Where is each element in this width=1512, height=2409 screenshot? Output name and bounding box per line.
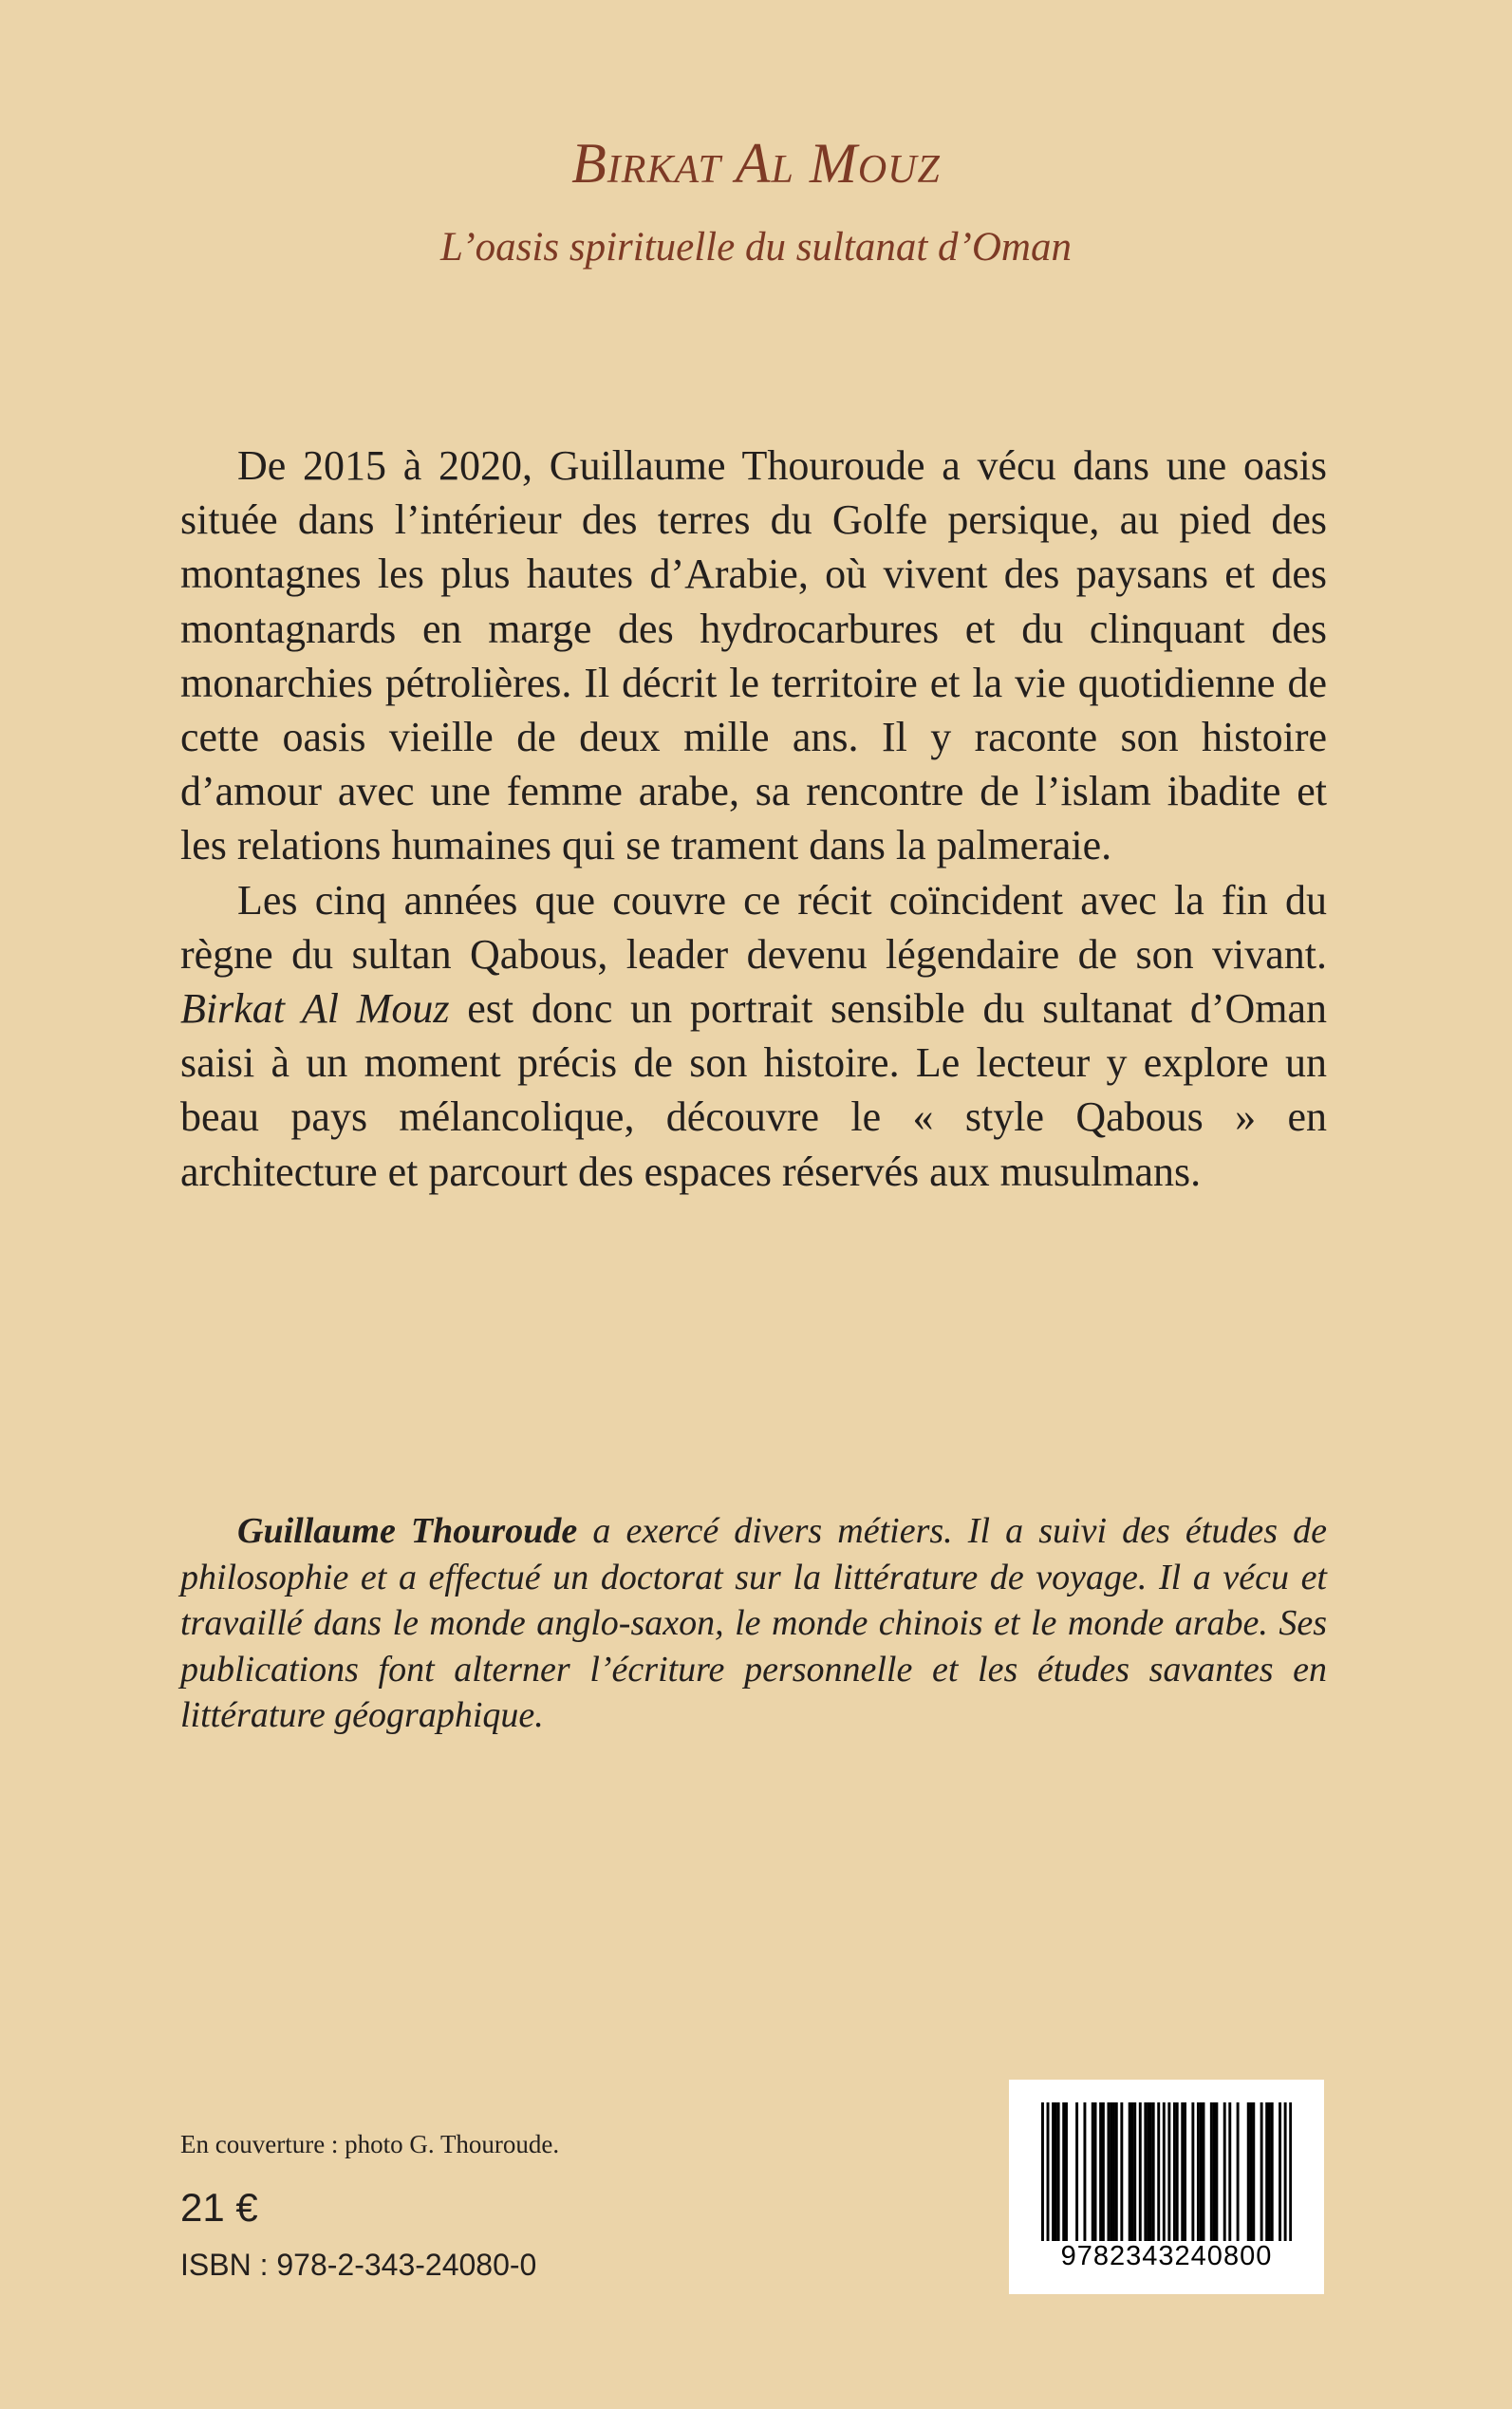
barcode-bar <box>1176 2102 1179 2241</box>
barcode-digits: 9782343240800 <box>1060 2241 1273 2271</box>
author-bio <box>180 1508 1327 1739</box>
barcode-bar <box>1268 2102 1271 2241</box>
barcode-bar <box>1130 2102 1133 2241</box>
barcode <box>1009 2080 1324 2294</box>
barcode-bar <box>1203 2102 1205 2241</box>
barcode-bar <box>1260 2102 1263 2241</box>
book-title: Birkat Al Mouz <box>571 132 941 195</box>
blurb-paragraph-2 <box>180 873 1327 1199</box>
author-bio-text: a exercé divers métiers. Il a suivi des études de philosophie et a effectué un doctorat sur la littérature de voyage. Il a vécu et travaillé dans le monde anglo-saxon, le monde chinois et le monde arabe. Ses publications font alterner l’écriture personnelle et les études savantes en littérature géographique. <box>180 1511 1328 1736</box>
barcode-bars <box>1041 2102 1292 2241</box>
barcode-bar <box>1289 2102 1292 2241</box>
barcode-bar <box>1083 2102 1086 2241</box>
barcode-bar <box>1092 2102 1094 2241</box>
barcode-bar <box>1041 2102 1044 2241</box>
barcode-bar <box>1197 2102 1200 2241</box>
barcode-bar <box>1149 2102 1152 2241</box>
barcode-bar <box>1047 2102 1050 2241</box>
barcode-bar <box>1213 2102 1216 2241</box>
barcode-bar <box>1210 2102 1213 2241</box>
barcode-bar <box>1094 2102 1097 2241</box>
barcode-bar <box>1144 2102 1147 2241</box>
barcode-bar <box>1102 2102 1105 2241</box>
barcode-bar <box>1052 2102 1055 2241</box>
blurb-paragraph-2-end: est donc un portrait sensible du sultanat d’Oman saisi à un moment précis de son histoire. Le lecteur y explore un beau pays mélancolique, découvre le « style Qabous » en architecture et parcourt des espaces réservés aux musulmans. <box>180 985 1328 1195</box>
cover-photo-credit: En couverture : photo G. Thouroude. <box>180 2130 560 2158</box>
back-cover-blurb <box>180 439 1327 1199</box>
barcode-bar <box>1167 2102 1170 2241</box>
barcode-bar <box>1284 2102 1287 2241</box>
blurb-paragraph-1: De 2015 à 2020, Guillaume Thouroude a vécu dans une oasis située dans l’intérieur des terres du Golfe persique, au pied des montagnes les plus hautes d’Arabie, où vivent des paysans et des montagnards en marge des hydrocarbures et du clinquant des monarchies pétrolières. Il décrit le territoire et la vie quotidienne de cette oasis vieille de deux mille ans. Il y raconte son histoire d’amour avec une femme arabe, sa rencontre de l’islam ibadite et les relations humaines qui se trament dans la palmeraie. <box>180 442 1327 869</box>
barcode-bar <box>1099 2102 1102 2241</box>
barcode-bar <box>1163 2102 1166 2241</box>
barcode-bar <box>1181 2102 1184 2241</box>
barcode-bar <box>1223 2102 1226 2241</box>
barcode-bar <box>1133 2102 1136 2241</box>
barcode-bar <box>1157 2102 1160 2241</box>
price: 21 € <box>180 2185 258 2230</box>
blurb-paragraph-2-start: Les cinq années que couvre ce récit coïncident avec la fin du règne du sultan Qabous, leader devenu légendaire de son vivant. <box>180 876 1327 978</box>
barcode-bar <box>1147 2102 1149 2241</box>
barcode-bar <box>1062 2102 1065 2241</box>
book-subtitle: L’oasis spirituelle du sultanat d’Oman <box>440 225 1072 270</box>
barcode-bar <box>1228 2102 1231 2241</box>
barcode-bar <box>1173 2102 1176 2241</box>
barcode-bar <box>1279 2102 1281 2241</box>
barcode-bar <box>1215 2102 1218 2241</box>
barcode-bar <box>1271 2102 1274 2241</box>
barcode-bar <box>1250 2102 1253 2241</box>
blurb-book-title: Birkat Al Mouz <box>180 985 450 1033</box>
isbn: ISBN : 978-2-343-24080-0 <box>180 2248 537 2282</box>
barcode-bar <box>1065 2102 1068 2241</box>
barcode-bar <box>1057 2102 1060 2241</box>
barcode-bar <box>1252 2102 1255 2241</box>
barcode-bar <box>1120 2102 1123 2241</box>
author-name: Guillaume Thouroude <box>237 1511 578 1551</box>
barcode-bar <box>1152 2102 1155 2241</box>
barcode-bar <box>1265 2102 1268 2241</box>
barcode-bar <box>1247 2102 1250 2241</box>
barcode-bar <box>1184 2102 1186 2241</box>
barcode-bar <box>1055 2102 1057 2241</box>
barcode-bar <box>1075 2102 1078 2241</box>
barcode-bar <box>1191 2102 1194 2241</box>
barcode-bar <box>1107 2102 1110 2241</box>
barcode-bar <box>1112 2102 1115 2241</box>
barcode-bar <box>1115 2102 1118 2241</box>
barcode-bar <box>1200 2102 1203 2241</box>
barcode-bar <box>1237 2102 1240 2241</box>
barcode-bar <box>1110 2102 1112 2241</box>
barcode-bar <box>1139 2102 1142 2241</box>
barcode-bar <box>1129 2102 1131 2241</box>
